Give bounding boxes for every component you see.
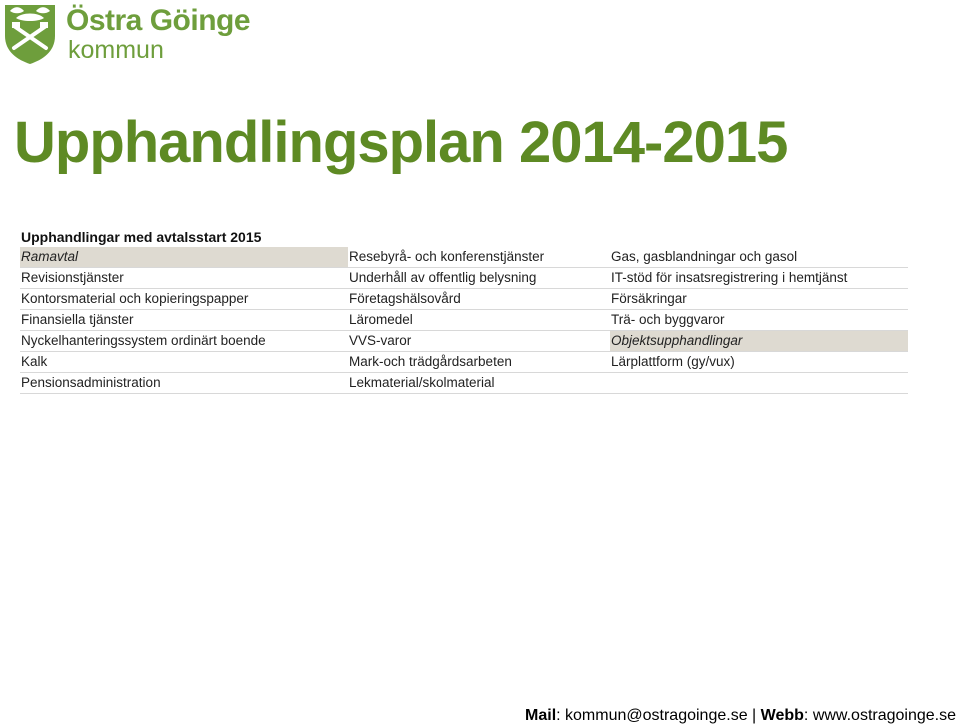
contact-footer: Mail: kommun@ostragoinge.se | Webb: www.ostragoinge.se xyxy=(525,707,956,724)
table-row xyxy=(20,247,908,268)
web-label: Webb xyxy=(760,707,804,724)
table-cell: Läromedel xyxy=(348,310,610,331)
table-row xyxy=(20,352,908,373)
table-cell: Företagshälsovård xyxy=(348,289,610,310)
mail-address[interactable]: kommun@ostragoinge.se xyxy=(565,707,748,724)
table-cell: Underhåll av offentlig belysning xyxy=(348,268,610,289)
procurement-table xyxy=(20,247,908,394)
table-cell: Objektsupphandlingar xyxy=(610,331,908,352)
table-cell: Pensionsadministration xyxy=(20,373,348,394)
table-row xyxy=(20,289,908,310)
table-cell: IT-stöd för insatsregistrering i hemtjänst xyxy=(610,268,908,289)
table-cell: Kontorsmaterial och kopieringspapper xyxy=(20,289,348,310)
table-row xyxy=(20,310,908,331)
table-cell: Lekmaterial/skolmaterial xyxy=(348,373,610,394)
mail-label: Mail xyxy=(525,707,557,724)
table-row xyxy=(20,268,908,289)
coat-of-arms-icon xyxy=(2,2,58,66)
table-cell: Finansiella tjänster xyxy=(20,310,348,331)
logo-name: Östra Göinge xyxy=(66,4,251,37)
table-cell: Resebyrå- och konferenstjänster xyxy=(348,247,610,268)
table-cell: Gas, gasblandningar och gasol xyxy=(610,247,908,268)
table-cell: Försäkringar xyxy=(610,289,908,310)
table-cell: Trä- och byggvaror xyxy=(610,310,908,331)
table-cell: Nyckelhanteringssystem ordinärt boende xyxy=(20,331,348,352)
web-address[interactable]: www.ostragoinge.se xyxy=(812,707,956,724)
table-cell: VVS-varor xyxy=(348,331,610,352)
table-cell: Revisionstjänster xyxy=(20,268,348,289)
municipality-logo xyxy=(2,2,262,68)
table-cell: Lärplattform (gy/vux) xyxy=(610,352,908,373)
page-title: Upphandlingsplan 2014-2015 xyxy=(14,110,788,175)
logo-subtitle: kommun xyxy=(68,36,164,64)
table-cell: Kalk xyxy=(20,352,348,373)
table-cell: Mark-och trädgårdsarbeten xyxy=(348,352,610,373)
table-row xyxy=(20,331,908,352)
footer-separator: | xyxy=(752,707,757,724)
section-heading: Upphandlingar med avtalsstart 2015 xyxy=(21,229,262,245)
table-cell xyxy=(610,373,908,394)
table-row xyxy=(20,373,908,394)
table-cell: Ramavtal xyxy=(20,247,348,268)
